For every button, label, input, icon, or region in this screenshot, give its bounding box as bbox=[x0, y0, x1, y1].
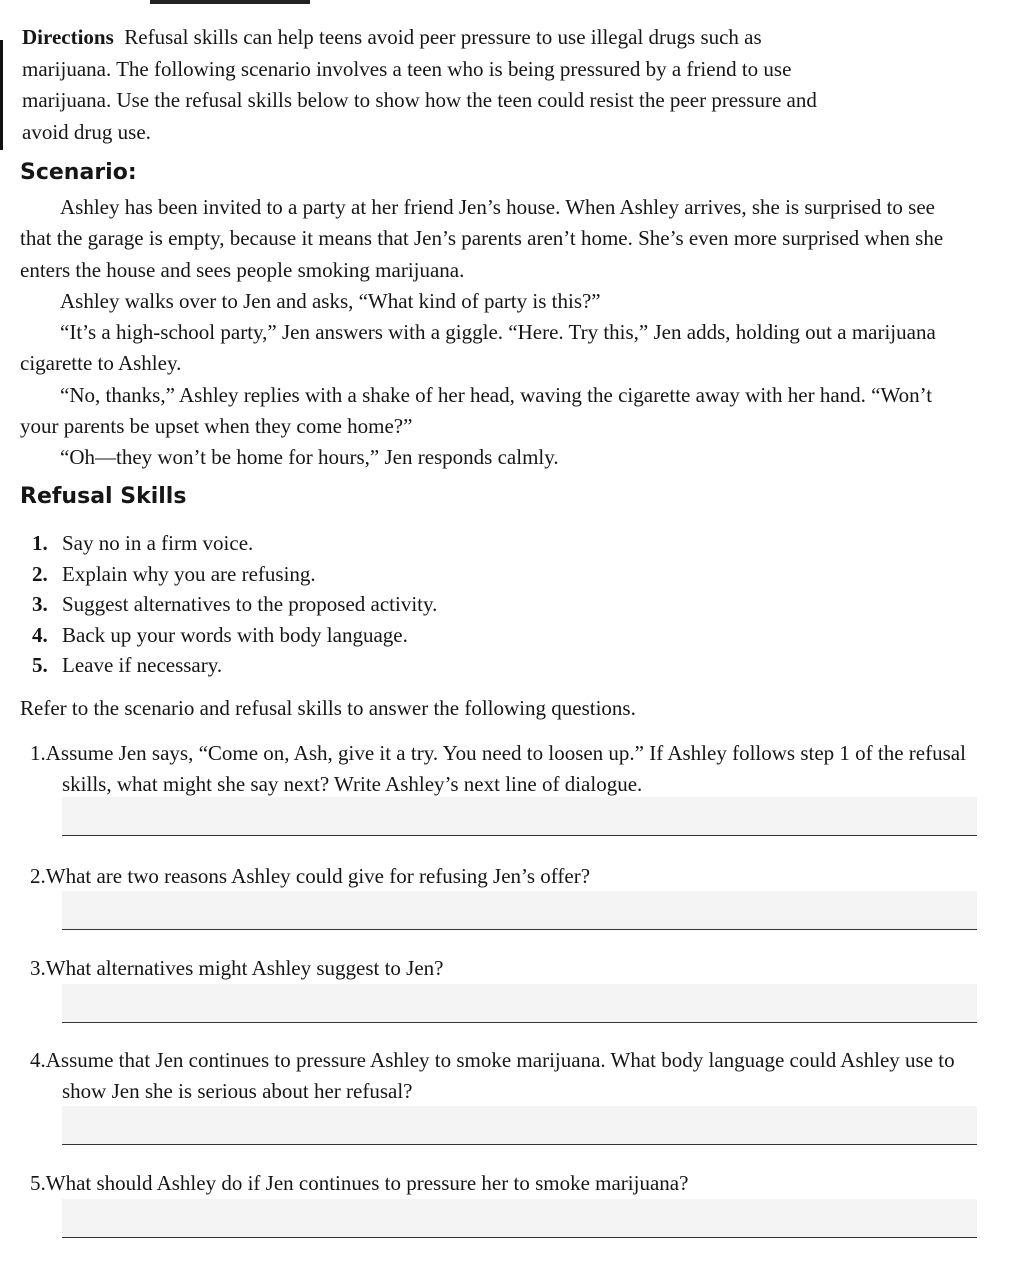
answer-field-4[interactable] bbox=[62, 1106, 977, 1144]
refusal-skills-heading: Refusal Skills bbox=[20, 484, 187, 509]
answer-line-1 bbox=[62, 835, 977, 836]
skill-text: Say no in a firm voice. bbox=[62, 531, 254, 555]
answer-field-1[interactable] bbox=[62, 797, 977, 835]
answer-field-2[interactable] bbox=[62, 891, 977, 929]
answer-field-5[interactable] bbox=[62, 1199, 977, 1237]
question-text: Assume Jen says, “Come on, Ash, give it a try. You need to loosen up.” If Ashley follows step 1 of the refusal skills, what might she say next? Write Ashley’s next line of dialogue. bbox=[45, 741, 966, 796]
skill-text: Back up your words with body language. bbox=[62, 622, 408, 647]
question-text: What are two reasons Ashley could give for refusing Jen’s offer? bbox=[45, 864, 591, 888]
question-text: What should Ashley do if Jen continues to pressure her to smoke marijuana? bbox=[45, 1171, 689, 1195]
refusal-skill-item bbox=[32, 620, 732, 651]
question-1 bbox=[30, 738, 980, 800]
skill-number: 5. bbox=[32, 653, 48, 678]
left-margin-bar bbox=[0, 40, 3, 150]
question-2 bbox=[30, 861, 980, 892]
answer-line-4 bbox=[62, 1144, 977, 1145]
question-text: Assume that Jen continues to pressure Ashley to smoke marijuana. What body language could Ashley use to show Jen she is serious about her refusal? bbox=[45, 1048, 955, 1103]
directions-block bbox=[22, 22, 852, 148]
scenario-body bbox=[20, 192, 955, 474]
refusal-skill-item bbox=[32, 559, 732, 590]
question-number: 1. bbox=[30, 741, 46, 765]
question-number: 5. bbox=[30, 1171, 46, 1195]
skill-number: 3. bbox=[32, 592, 48, 617]
question-text: What alternatives might Ashley suggest to Jen? bbox=[45, 956, 444, 980]
skill-text: Leave if necessary. bbox=[62, 653, 223, 678]
skill-text: Explain why you are refusing. bbox=[62, 561, 316, 586]
directions-text: Refusal skills can help teens avoid peer pressure to use illegal drugs such as marijuana. The following scenario involves a teen who is being pressured by a friend to use marijuana. Use the refusal skills below to show how the teen could resist the peer pressure and avoid drug use. bbox=[22, 25, 817, 144]
scenario-paragraph: Ashley has been invited to a party at her friend Jen’s house. When Ashley arrives, she is surprised to see that the garage is empty, because it means that Jen’s parents aren’t home. She’s even more surprised when she enters the house and sees people smoking marijuana. bbox=[20, 195, 944, 282]
question-4 bbox=[30, 1045, 980, 1107]
directions-label: Directions bbox=[22, 25, 114, 49]
scenario-paragraph: “Oh—they won’t be home for hours,” Jen responds calmly. bbox=[60, 445, 559, 470]
refusal-skill-item bbox=[32, 528, 732, 559]
scenario-paragraph: Ashley walks over to Jen and asks, “What kind of party is this?” bbox=[60, 288, 601, 313]
answer-line-2 bbox=[62, 929, 977, 930]
refusal-skill-item bbox=[32, 589, 732, 620]
answer-line-3 bbox=[62, 1022, 977, 1023]
top-decorative-mark bbox=[150, 0, 310, 4]
refusal-skills-list bbox=[32, 528, 732, 681]
answer-field-3[interactable] bbox=[62, 984, 977, 1022]
question-number: 4. bbox=[30, 1048, 46, 1072]
scenario-paragraph: “No, thanks,” Ashley replies with a shake of her head, waving the cigarette away with her hand. “Won’t your parents be upset when they come home?” bbox=[20, 382, 933, 439]
refer-instruction: Refer to the scenario and refusal skills to answer the following questions. bbox=[20, 696, 636, 720]
skill-number: 2. bbox=[32, 561, 48, 586]
question-5 bbox=[30, 1168, 980, 1199]
skill-text: Suggest alternatives to the proposed activity. bbox=[62, 592, 438, 617]
scenario-paragraph: “It’s a high-school party,” Jen answers with a giggle. “Here. Try this,” Jen adds, holding out a marijuana cigarette to Ashley. bbox=[20, 320, 936, 376]
answer-line-5 bbox=[62, 1237, 977, 1238]
question-number: 3. bbox=[30, 956, 46, 980]
scenario-heading: Scenario: bbox=[20, 160, 137, 185]
refusal-skill-item bbox=[32, 650, 732, 681]
skill-number: 1. bbox=[32, 531, 48, 555]
skill-number: 4. bbox=[32, 622, 48, 647]
question-number: 2. bbox=[30, 864, 46, 888]
question-3 bbox=[30, 953, 980, 984]
